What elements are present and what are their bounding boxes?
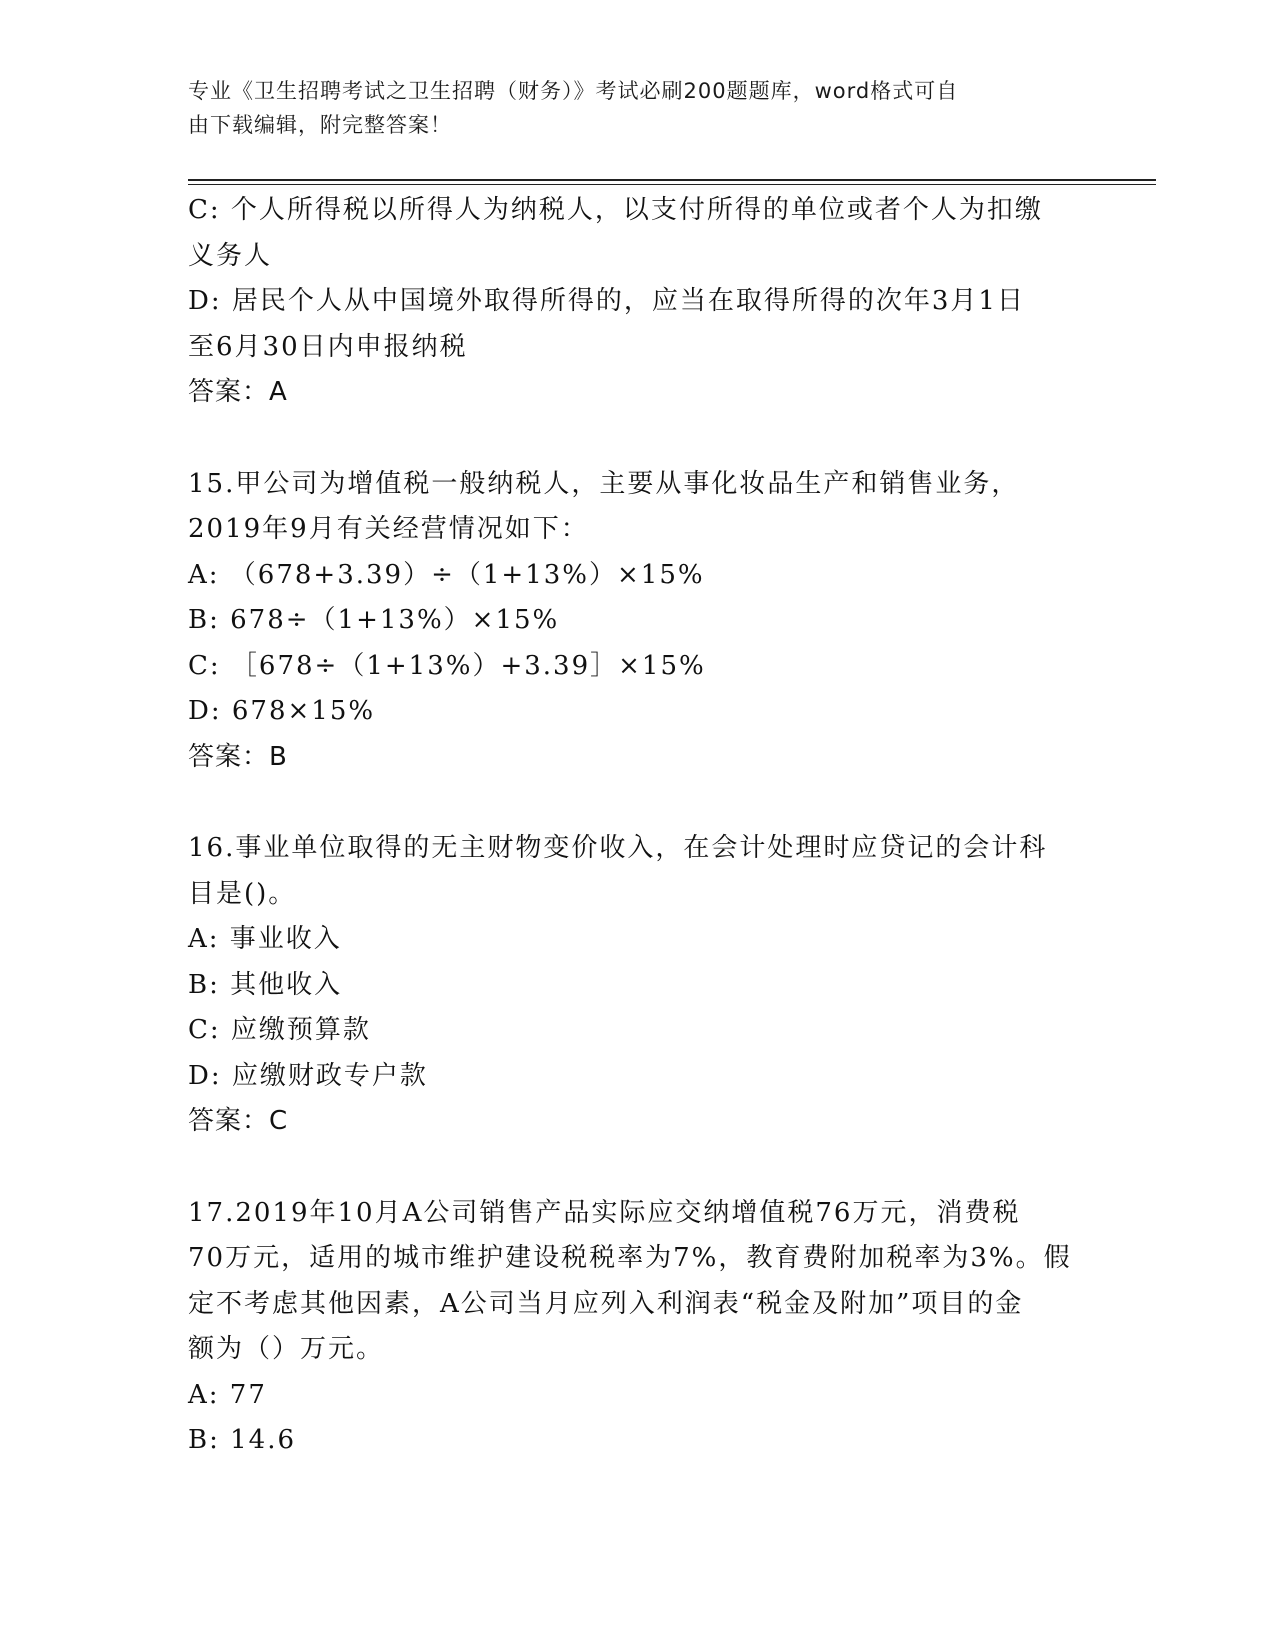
spacer bbox=[188, 1145, 1088, 1191]
spacer bbox=[188, 780, 1088, 826]
question-15-option-a: A: （678+3.39）÷（1+13%）×15% bbox=[188, 559, 705, 590]
question-15-option-d: D: 678×15% bbox=[188, 696, 376, 726]
question-16 bbox=[188, 826, 1088, 1145]
question-16-option-c: C: 应缴预算款 bbox=[188, 1015, 371, 1045]
option-d-line-2: 至6月30日内申报纳税 bbox=[188, 331, 468, 362]
question-16-option-b: B: 其他收入 bbox=[188, 969, 343, 1000]
header-line-2: 由下载编辑，附完整答案！ bbox=[188, 113, 452, 137]
question-17-stem-line-1: 17.2019年10月A公司销售产品实际应交纳增值税76万元，消费税 bbox=[188, 1197, 1021, 1228]
question-17-stem-line-3: 定不考虑其他因素，A公司当月应列入利润表“税金及附加”项目的金 bbox=[188, 1288, 1024, 1319]
answer-14: 答案：A bbox=[188, 377, 288, 407]
question-17-stem-line-2: 70万元，适用的城市维护建设税税率为7%，教育费附加税率为3%。假 bbox=[188, 1243, 1072, 1273]
question-15 bbox=[188, 462, 1088, 781]
question-15-option-b: B: 678÷（1+13%）×15% bbox=[188, 605, 560, 635]
question-14-continued bbox=[188, 188, 1088, 416]
option-c-line-2: 义务人 bbox=[188, 240, 273, 271]
question-15-option-c: C: ［678÷（1+13%）+3.39］×15% bbox=[188, 650, 706, 681]
spacer bbox=[188, 416, 1088, 462]
option-c-line-1: C: 个人所得税以所得人为纳税人，以支付所得的单位或者个人为扣缴 bbox=[188, 195, 1043, 225]
question-content bbox=[188, 188, 1088, 1464]
question-16-stem-line-1: 16.事业单位取得的无主财物变价收入，在会计处理时应贷记的会计科 bbox=[188, 833, 1048, 863]
header-line-1: 专业《卫生招聘考试之卫生招聘（财务）》考试必刷200题题库，word格式可自 bbox=[188, 79, 959, 103]
question-17 bbox=[188, 1191, 1088, 1464]
question-16-option-a: A: 事业收入 bbox=[188, 924, 342, 954]
option-d-line-1: D: 居民个人从中国境外取得所得的，应当在取得所得的次年3月1日 bbox=[188, 286, 1025, 316]
question-17-option-b: B: 14.6 bbox=[188, 1425, 297, 1455]
document-header bbox=[188, 74, 1068, 142]
header-divider-thin bbox=[188, 184, 1156, 185]
question-16-option-d: D: 应缴财政专户款 bbox=[188, 1060, 428, 1091]
question-17-option-a: A: 77 bbox=[188, 1379, 267, 1410]
answer-16: 答案：C bbox=[188, 1106, 289, 1136]
question-16-stem-line-2: 目是()。 bbox=[188, 878, 297, 909]
question-17-stem-line-4: 额为（）万元。 bbox=[188, 1334, 385, 1364]
header-divider-thick bbox=[188, 179, 1156, 181]
question-15-stem-line-2: 2019年9月有关经营情况如下： bbox=[188, 514, 589, 544]
question-15-stem-line-1: 15.甲公司为增值税一般纳税人，主要从事化妆品生产和销售业务， bbox=[188, 468, 1020, 499]
answer-15: 答案：B bbox=[188, 741, 288, 772]
